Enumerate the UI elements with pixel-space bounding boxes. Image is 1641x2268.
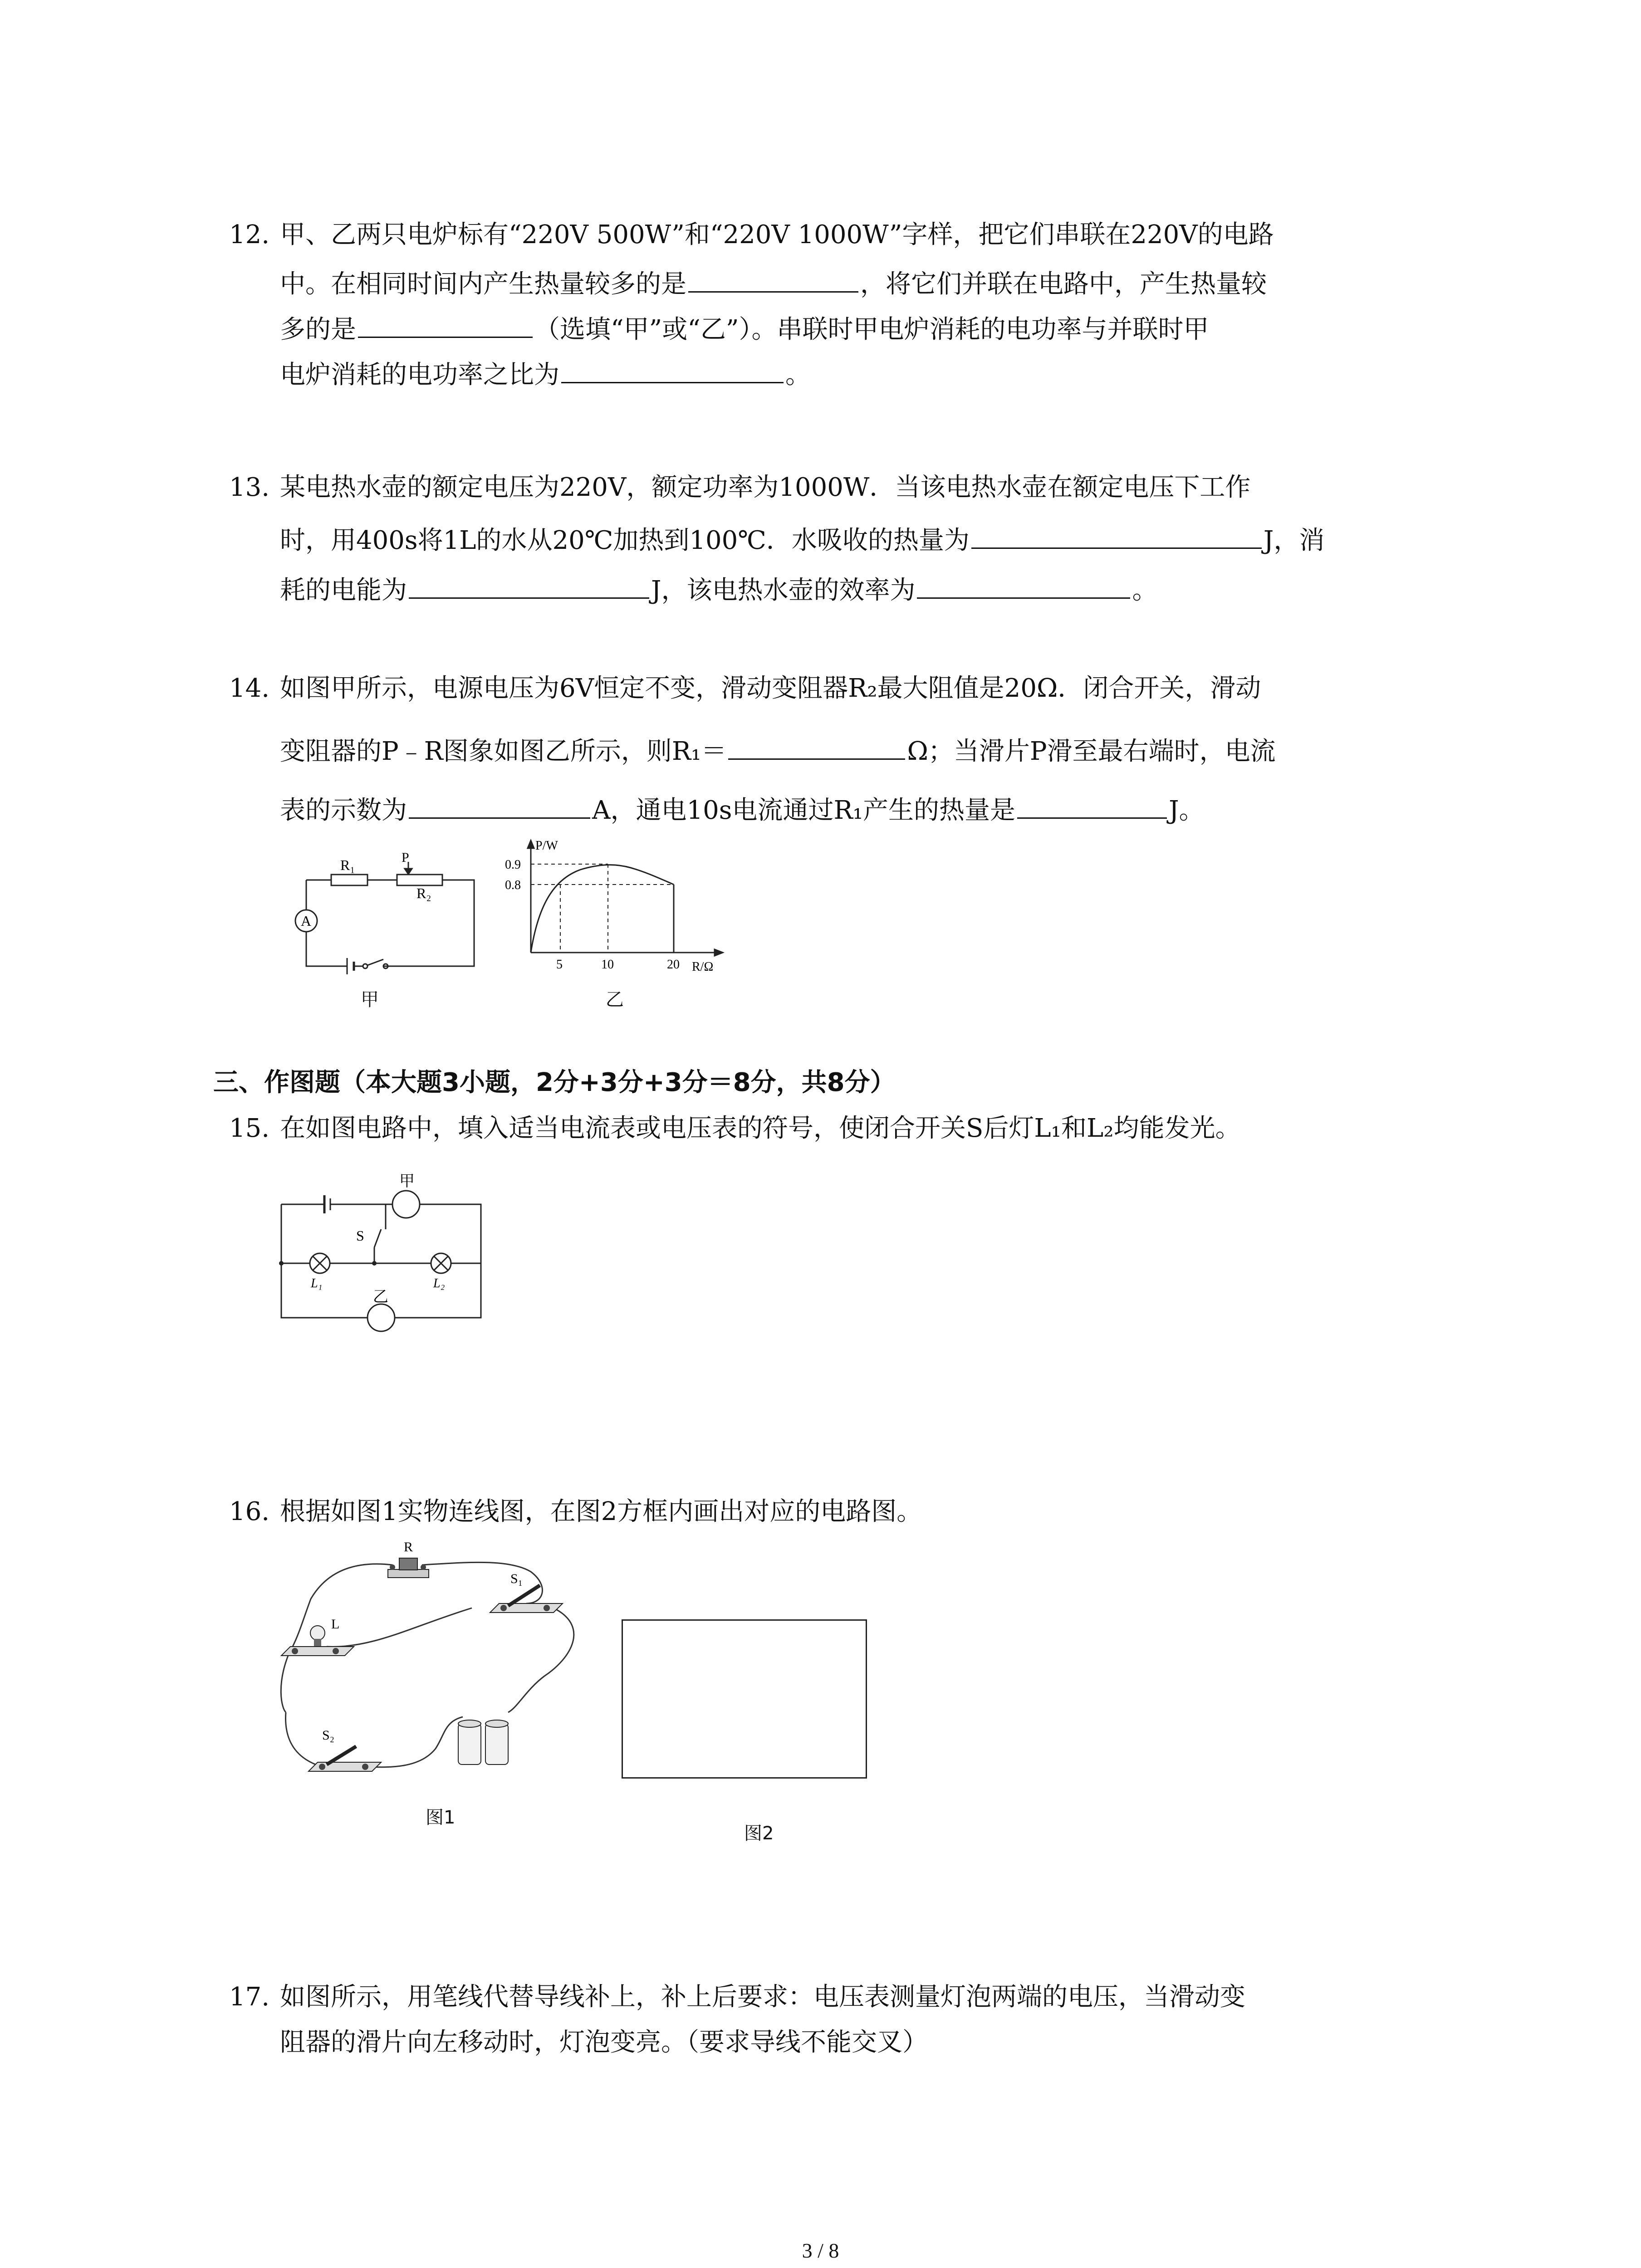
question-number: 13.	[229, 473, 270, 502]
lamp-l-label: L	[331, 1617, 340, 1632]
ammeter-label: A	[301, 913, 312, 929]
battery-icon	[458, 1720, 508, 1765]
x-tick-label: 20	[667, 958, 680, 972]
page-number: 3 / 8	[802, 2239, 839, 2262]
question-text-line: 阻器的滑片向左移动时，灯泡变亮。（要求导线不能交叉）	[280, 2028, 928, 2057]
switch-s1-icon	[490, 1585, 563, 1613]
question-number: 12.	[229, 220, 270, 249]
text-segment: （选填“甲”或“乙”）。串联时甲电炉消耗的电功率与并联时甲	[534, 315, 1209, 344]
switch-s2-icon	[309, 1746, 381, 1771]
r1-label: R₁	[340, 857, 355, 873]
text-segment: Ω；当滑片P滑至最右端时，电流	[907, 737, 1276, 766]
question-number: 14.	[229, 674, 270, 703]
x-axis-label: R/Ω	[692, 960, 714, 974]
wiring-picture-fig1	[272, 1535, 608, 1799]
answer-blank[interactable]	[917, 574, 1130, 599]
answer-blank[interactable]	[561, 358, 784, 383]
lamp-l2-label: L₂	[433, 1276, 445, 1290]
text-segment: 表的示数为	[280, 796, 407, 825]
switch-s-label: S	[356, 1227, 364, 1244]
question-text-line: 根据如图1实物连线图，在图2方框内画出对应的电路图。	[280, 1497, 922, 1526]
r2-label: R₂	[416, 885, 431, 901]
question-text-line: 甲、乙两只电炉标有“220V 500W”和“220V 1000W”字样，把它们串联在220V的电路	[280, 220, 1274, 249]
y-tick-label: 0.9	[505, 858, 521, 872]
question-text-line	[280, 268, 1267, 297]
answer-blank[interactable]	[358, 313, 533, 338]
question-text-line	[280, 524, 1324, 553]
text-segment: 变阻器的P﹣R图象如图乙所示，则R₁＝	[280, 737, 727, 766]
question-text-line	[280, 313, 1209, 342]
answer-blank[interactable]	[688, 268, 858, 293]
text-segment: J，该电热水壶的效率为	[651, 576, 916, 605]
switch-s2-label: S₂	[322, 1728, 335, 1743]
answer-drawing-box[interactable]	[622, 1619, 867, 1779]
question-text-line: 如图所示，用笔线代替导线补上，补上后要求：电压表测量灯泡两端的电压，当滑动变	[280, 1982, 1245, 2012]
p-label: P	[402, 853, 409, 865]
question-number: 15.	[229, 1114, 270, 1143]
x-tick-label: 10	[601, 958, 614, 972]
question-text-line: 某电热水壶的额定电压为220V，额定功率为1000W．当该电热水壶在额定电压下工作	[280, 473, 1251, 502]
answer-blank[interactable]	[728, 735, 905, 760]
figure-caption-jia: 甲	[361, 989, 379, 1010]
figure-caption-yi: 乙	[606, 989, 624, 1010]
figure-caption-fig2: 图2	[744, 1823, 774, 1844]
text-segment: 中。在相同时间内产生热量较多的是	[280, 269, 686, 299]
text-segment: ，将它们并联在电路中，产生热量较	[860, 269, 1267, 299]
text-segment: J，消	[1263, 526, 1325, 555]
question-number: 17.	[229, 1982, 270, 2012]
resistor-r-label: R	[404, 1540, 413, 1554]
text-segment: 时，用400s将1L的水从20℃加热到100℃．水吸收的热量为	[280, 526, 970, 555]
meter-yi-label: 乙	[373, 1289, 388, 1305]
answer-blank[interactable]	[409, 574, 649, 599]
section-heading: 三、作图题（本大题3小题，2分+3分+3分＝8分，共8分）	[213, 1068, 896, 1097]
text-segment: A，通电10s电流通过R₁产生的热量是	[592, 796, 1016, 825]
lamp-l1-label: L₁	[311, 1276, 323, 1290]
switch-s1-label: S₁	[510, 1571, 523, 1586]
answer-blank[interactable]	[1017, 794, 1167, 819]
lamp-l-icon	[281, 1626, 354, 1656]
resistor-r-icon	[388, 1558, 429, 1578]
meter-jia-label: 甲	[399, 1173, 415, 1190]
question-text-line: 在如图电路中，填入适当电流表或电压表的符号，使闭合开关S后灯L₁和L₂均能发光。	[280, 1114, 1241, 1143]
circuit-diagram-q15	[272, 1161, 490, 1352]
y-axis-label: P/W	[535, 839, 558, 853]
question-text-line: 如图甲所示，电源电压为6V恒定不变，滑动变阻器R₂最大阻值是20Ω．闭合开关，滑动	[280, 674, 1261, 703]
question-text-line	[280, 358, 811, 388]
text-segment: 电炉消耗的电功率之比为	[280, 360, 559, 390]
x-tick-label: 5	[556, 958, 563, 972]
question-text-line	[280, 735, 1276, 764]
answer-blank[interactable]	[409, 794, 590, 819]
figure-caption-fig1: 图1	[426, 1807, 456, 1828]
text-segment: 。	[785, 360, 811, 390]
question-text-line	[280, 794, 1205, 823]
text-segment: 。	[1132, 576, 1158, 605]
question-number: 16.	[229, 1497, 270, 1526]
text-segment: 多的是	[280, 315, 356, 344]
y-tick-label: 0.8	[505, 878, 521, 892]
circuit-diagram-jia	[272, 853, 481, 998]
p-r-graph-yi	[501, 837, 737, 987]
question-text-line	[280, 574, 1157, 603]
answer-blank[interactable]	[971, 524, 1262, 549]
text-segment: 耗的电能为	[280, 576, 407, 605]
text-segment: J。	[1169, 796, 1205, 825]
